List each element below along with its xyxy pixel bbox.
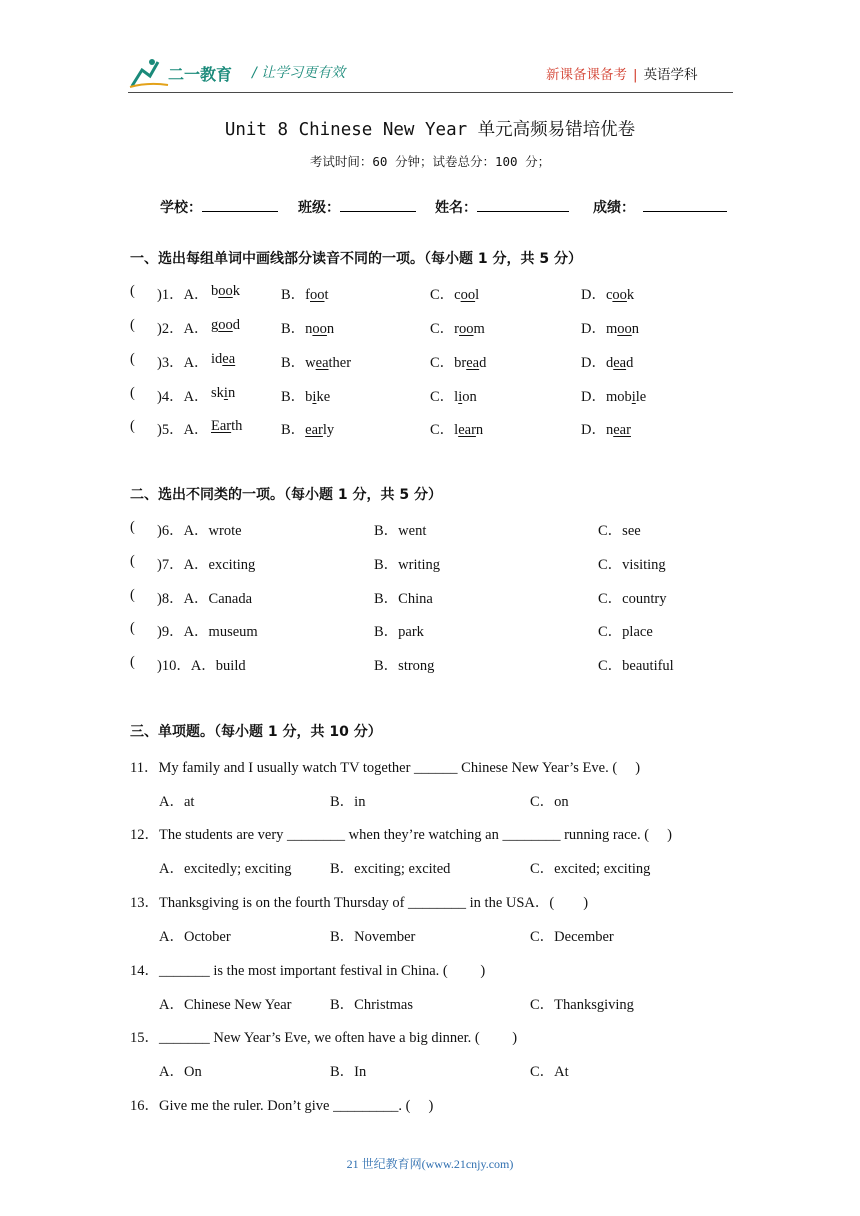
option-b: B．writing xyxy=(374,557,441,573)
option-c: C．learn xyxy=(430,422,484,438)
option-c: C．beautiful xyxy=(598,658,674,674)
underlined-letters: ea xyxy=(315,355,329,371)
option-b: B．weather xyxy=(281,355,352,371)
option-a: )9．A．museum xyxy=(157,624,258,640)
option-b[interactable]: B．November xyxy=(330,929,416,945)
answer-bracket[interactable]: ( xyxy=(130,553,135,569)
option-c: C．country xyxy=(598,591,667,607)
option-a: good xyxy=(211,317,240,333)
option-a: idea xyxy=(211,351,236,367)
score-field xyxy=(593,197,727,217)
class-field xyxy=(298,197,416,217)
option-c[interactable]: C．At xyxy=(530,1064,569,1080)
option-c[interactable]: C．on xyxy=(530,794,569,810)
option-c: C．see xyxy=(598,523,641,539)
option-a[interactable]: A．at xyxy=(159,794,195,810)
option-d: D．mobile xyxy=(581,389,647,405)
underlined-letters: Ear xyxy=(211,418,232,434)
option-c: C．place xyxy=(598,624,653,640)
option-b: B．strong xyxy=(374,658,435,674)
question-text: 13．Thanksgiving is on the fourth Thursday of ________ in the USA．( ) xyxy=(130,895,589,911)
option-c[interactable]: C．Thanksgiving xyxy=(530,997,634,1013)
answer-bracket[interactable]: ( xyxy=(130,418,135,434)
brand-logo xyxy=(128,56,240,90)
option-a: )8．A．Canada xyxy=(157,591,253,607)
header-subject: 英语学科 xyxy=(643,67,698,83)
underlined-letters: ea xyxy=(466,355,480,371)
question-number: )2．A． xyxy=(157,321,209,337)
exam-info: 考试时间：60 分钟；试卷总分：100 分； xyxy=(309,154,551,169)
option-a[interactable]: A．Chinese New Year xyxy=(159,997,292,1013)
section-2-heading: 二、选出不同类的一项。（每小题 1 分，共 5 分） xyxy=(130,487,442,503)
brand-logo-text: 二一教育 xyxy=(168,65,233,84)
school-field xyxy=(160,197,278,217)
underlined-letters: oo xyxy=(312,321,327,337)
option-c[interactable]: C．excited; exciting xyxy=(530,861,651,877)
class-label: 班级： xyxy=(298,200,340,216)
question-text: 15．_______ New Year’s Eve, we often have a big dinner. ( ) xyxy=(130,1030,518,1046)
option-c: C．bread xyxy=(430,355,487,371)
name-blank[interactable] xyxy=(477,197,569,212)
underlined-letters: i xyxy=(312,389,317,405)
header-slogan: / 让学习更有效 xyxy=(252,65,346,81)
option-a: )10．A．build xyxy=(157,658,246,674)
underlined-letters: oo xyxy=(459,321,474,337)
option-b: B．China xyxy=(374,591,433,607)
question-number: )5．A． xyxy=(157,422,209,438)
option-b: B．foot xyxy=(281,287,329,303)
option-c[interactable]: C．December xyxy=(530,929,614,945)
question-text: 12．The students are very ________ when they’re watching an ________ running race. ( ) xyxy=(130,827,672,843)
underlined-letters: ear xyxy=(613,422,631,438)
section-1-heading: 一、选出每组单词中画线部分读音不同的一项。（每小题 1 分，共 5 分） xyxy=(130,251,582,267)
page-title: Unit 8 Chinese New Year 单元高频易错培优卷 xyxy=(224,120,636,140)
option-b: B．park xyxy=(374,624,424,640)
answer-bracket[interactable]: ( xyxy=(130,385,135,401)
underlined-letters: oo xyxy=(218,283,233,299)
option-a[interactable]: A．excitedly; exciting xyxy=(159,861,292,877)
underlined-letters: oo xyxy=(310,287,325,303)
option-b[interactable]: B．In xyxy=(330,1064,367,1080)
answer-bracket[interactable]: ( xyxy=(130,317,135,333)
underlined-letters: oo xyxy=(612,287,627,303)
class-blank[interactable] xyxy=(340,197,416,212)
footer: 21 世纪教育网(www.21cnjy.com) xyxy=(346,1157,514,1171)
option-b: B．early xyxy=(281,422,335,438)
answer-bracket[interactable]: ( xyxy=(130,351,135,367)
option-c: C．lion xyxy=(430,389,477,405)
option-a: book xyxy=(211,283,240,299)
underlined-letters: ear xyxy=(458,422,476,438)
answer-bracket[interactable]: ( xyxy=(130,654,135,670)
option-b: B．went xyxy=(374,523,427,539)
school-label: 学校： xyxy=(160,200,202,216)
option-a[interactable]: A．October xyxy=(159,929,231,945)
school-blank[interactable] xyxy=(202,197,278,212)
section-3-heading: 三、单项题。（每小题 1 分，共 10 分） xyxy=(130,724,382,740)
name-label: 姓名： xyxy=(435,200,477,216)
option-d: D．dead xyxy=(581,355,634,371)
option-c: C．visiting xyxy=(598,557,666,573)
underlined-letters: ea xyxy=(222,351,236,367)
underlined-letters: i xyxy=(631,389,636,405)
answer-bracket[interactable]: ( xyxy=(130,283,135,299)
option-a[interactable]: A．On xyxy=(159,1064,202,1080)
question-text: 16．Give me the ruler. Don’t give _________. ( ) xyxy=(130,1098,434,1114)
question-text: 11．My family and I usually watch TV together ______ Chinese New Year’s Eve. ( ) xyxy=(130,760,641,776)
underlined-letters: oo xyxy=(460,287,476,303)
option-d: D．cook xyxy=(581,287,635,303)
option-a: )6．A．wrote xyxy=(157,523,242,539)
option-b[interactable]: B．in xyxy=(330,794,366,810)
question-text: 14．_______ is the most important festival in China. ( ) xyxy=(130,963,486,979)
header-right xyxy=(546,63,698,83)
underlined-letters: ea xyxy=(613,355,627,371)
name-field xyxy=(435,197,569,217)
underlined-letters: oo xyxy=(218,317,233,333)
underlined-letters: oo xyxy=(617,321,632,337)
option-a: skin xyxy=(211,385,236,401)
option-b[interactable]: B．exciting; excited xyxy=(330,861,451,877)
option-b: B．noon xyxy=(281,321,335,337)
option-a: )7．A．exciting xyxy=(157,557,256,573)
option-d: D．near xyxy=(581,422,631,438)
answer-bracket[interactable]: ( xyxy=(130,620,135,636)
question-number: )3．A． xyxy=(157,355,209,371)
option-b: B．bike xyxy=(281,389,331,405)
header-separator: | xyxy=(633,67,638,83)
underlined-letters: i xyxy=(458,389,463,405)
header-divider xyxy=(128,92,733,93)
option-d: D．moon xyxy=(581,321,639,337)
option-b[interactable]: B．Christmas xyxy=(330,997,413,1013)
option-a: Earth xyxy=(211,418,243,434)
score-label: 成绩： xyxy=(593,200,635,216)
option-c: C．room xyxy=(430,321,485,337)
question-number: )4．A． xyxy=(157,389,209,405)
question-number: )1．A． xyxy=(157,287,209,303)
answer-bracket[interactable]: ( xyxy=(130,519,135,535)
option-c: C．cool xyxy=(430,287,480,303)
answer-bracket[interactable]: ( xyxy=(130,587,135,603)
underlined-letters: i xyxy=(223,385,228,401)
underlined-letters: ear xyxy=(305,422,323,438)
header-subject-tag: 新课备课备考 xyxy=(546,67,627,83)
score-blank[interactable] xyxy=(643,197,727,212)
